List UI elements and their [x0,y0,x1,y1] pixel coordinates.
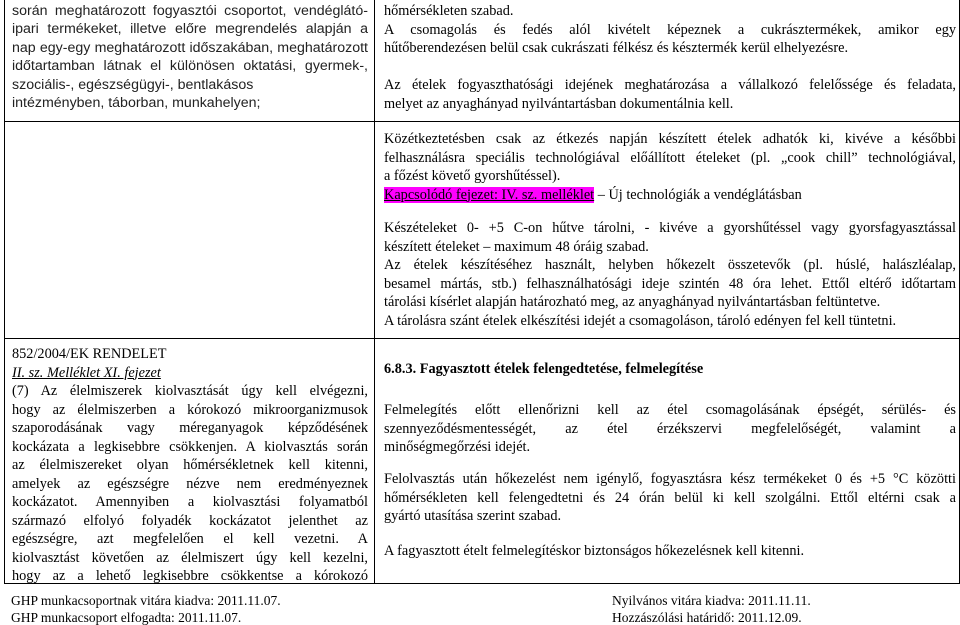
text-line: kockázatot. Amennyiben a kiolvasztási folyamatból [12,494,368,510]
footer-discussion-date: GHP munkacsoportnak vitára kiadva: 2011.11.07. [11,593,281,608]
right-paragraph-2 [384,76,956,113]
text-line: hőmérsékleten szabad. [384,3,514,19]
text-line: Felolvasztás után hőkezelést nem igénylő, fogyasztásra kész termékeket 0 és +5 °C közötti [384,471,956,487]
text-line: nap egy-egy meghatározott időszakában, meghatározott [12,39,368,56]
text-line: melyet az anyaghányad nyilvántartásban dokumentálnia kell. [384,95,734,112]
text-line: A tárolásra szánt ételek elkészítési idejét a csomagoláson, tároló edényen fel kell tüntetni. [384,312,897,329]
left-top-cell [12,2,368,112]
related-chapter-link[interactable]: Kapcsolódó fejezet: IV. sz. melléklet [384,186,595,203]
section-heading-text: 6.8.3. Fagyasztott ételek felengedtetése, felmelegítése [384,361,704,377]
text-line: hőmérsékleten kell felengedtetni és 24 órán belül ki kell szolgálni. Ettől eltérni csak a [384,489,956,506]
row-divider [4,121,960,122]
text-line: hogy az élelmiszerben a kórokozó mikroorganizmusok [12,401,368,418]
text-line: tárolási kísérlet alapján határozható meg, az anyaghányad nyilvántartásban feltüntetve. [384,294,881,310]
text-line: gyártó utasítása szerint szabad. [384,508,562,524]
text-line: Felmelegítés előtt ellenőrizni kell az étel csomagolásának épségét, sérülés- és [384,402,956,418]
footer-public-date: Nyilvános vitára kiadva: 2011.11.11. [612,593,811,608]
text-line: készített ételeket – maximum 48 óráig szabad. [384,238,649,255]
text-line: Az ételek készítéséhez használt, helyben hőkezelt összetevők (pl. húslé, halászléalap, [384,257,956,273]
right-paragraph-1 [384,2,956,58]
footer-accepted-date: GHP munkacsoport elfogadta: 2011.11.07. [11,610,242,625]
text-line: származó elfolyó folyadék kockázatot jelenthet az [12,512,368,529]
text-line: kiolvasztást követően az élelmiszert úgy kell kezelni, [12,549,368,566]
right-paragraph-5 [384,401,956,457]
text-line: szennyeződésmentességét, az étel érzékszervi megfelelőségét, valamint a [384,420,956,437]
text-line: felhasználásra speciális technológiával előállított ételeket (pl. „cook chill” technológiával, [384,149,956,166]
text-line: intézményben, táborban, munkahelyen; [12,95,261,112]
text-line: Az ételek fogyaszthatósági idejének meghatározása a vállalkozó felelőssége és feladata, [384,77,956,93]
table-column-divider [374,0,375,584]
text-line: A csomagolás és fedés alól kivételt képeznek a cukrásztermékek, amikor egy [384,21,956,38]
table-border-left [4,0,5,584]
text-line: szaporodásának vagy méreganyagok képződésének [12,420,368,436]
right-paragraph-6 [384,470,956,526]
text-line: hogy az a lehető legkisebbre csökkentse a kórokozó [12,568,368,584]
text-line: hűtőberendezésen belül csak cukrászati félkész és késztermék kerül elhelyezésre. [384,40,849,56]
text-line: szociális-, egészségügyi-, bentlakásos [12,76,254,93]
text-line: ipari termékeket, illetve előre megrendelés alapján a [12,21,368,38]
text-line: Készételeket 0- +5 C-on hűtve tárolni, - kivéve a gyorshűtéssel vagy gyorsfagyasztással [384,220,956,236]
right-paragraph-3 [384,130,956,204]
text-line: kockázata a legkisebbre csökkenjen. A kiolvasztás során [12,438,368,455]
right-paragraph-7 [384,542,956,561]
regulation-cell [12,345,368,586]
row-divider [4,338,960,339]
text-line: Közétkeztetésben csak az étkezés napján készített ételek adhatók ki, kivéve a későbbi [384,131,956,147]
section-heading [384,360,956,379]
text-line: az élelmiszereket olyan hőmérsékletnek kell kitenni, [12,457,368,473]
regulation-title: 852/2004/EK RENDELET [12,346,167,362]
text-line: a főzést követő gyorshűtéssel). [384,168,561,184]
right-paragraph-4 [384,219,956,330]
regulation-ref[interactable]: II. sz. Melléklet XI. fejezet [12,364,161,381]
related-chapter-line [384,186,956,205]
text-line: minőségmegőrzési idejét. [384,439,531,455]
text-line: amelyek az egészségre nézve nem eredményeznek [12,475,368,492]
text-line: (7) Az élelmiszerek kiolvasztását úgy kell elvégezni, [12,383,368,399]
text-line: során meghatározott fogyasztói csoportot, vendéglátó- [12,3,368,19]
text-line: egészségre, azt megfelelően el kell vezetni. A [12,531,368,547]
text-line: besamel mártás, stb.) felhasználhatósági ideje szintén 48 óra lehet. Ettől eltérő időtartam [384,275,956,292]
footer-right [612,592,811,625]
text-line: időtartamban látnak el különösen oktatási, gyermek-, [12,58,368,75]
text-line: A fagyasztott ételt felmelegítéskor biztonságos hőkezelésnek kell kitenni. [384,543,805,559]
related-chapter-title: – Új technológiák a vendéglátásban [594,186,802,203]
footer-deadline: Hozzászólási határidő: 2011.12.09. [612,610,802,625]
footer-left [11,592,281,625]
document-table [4,0,960,584]
